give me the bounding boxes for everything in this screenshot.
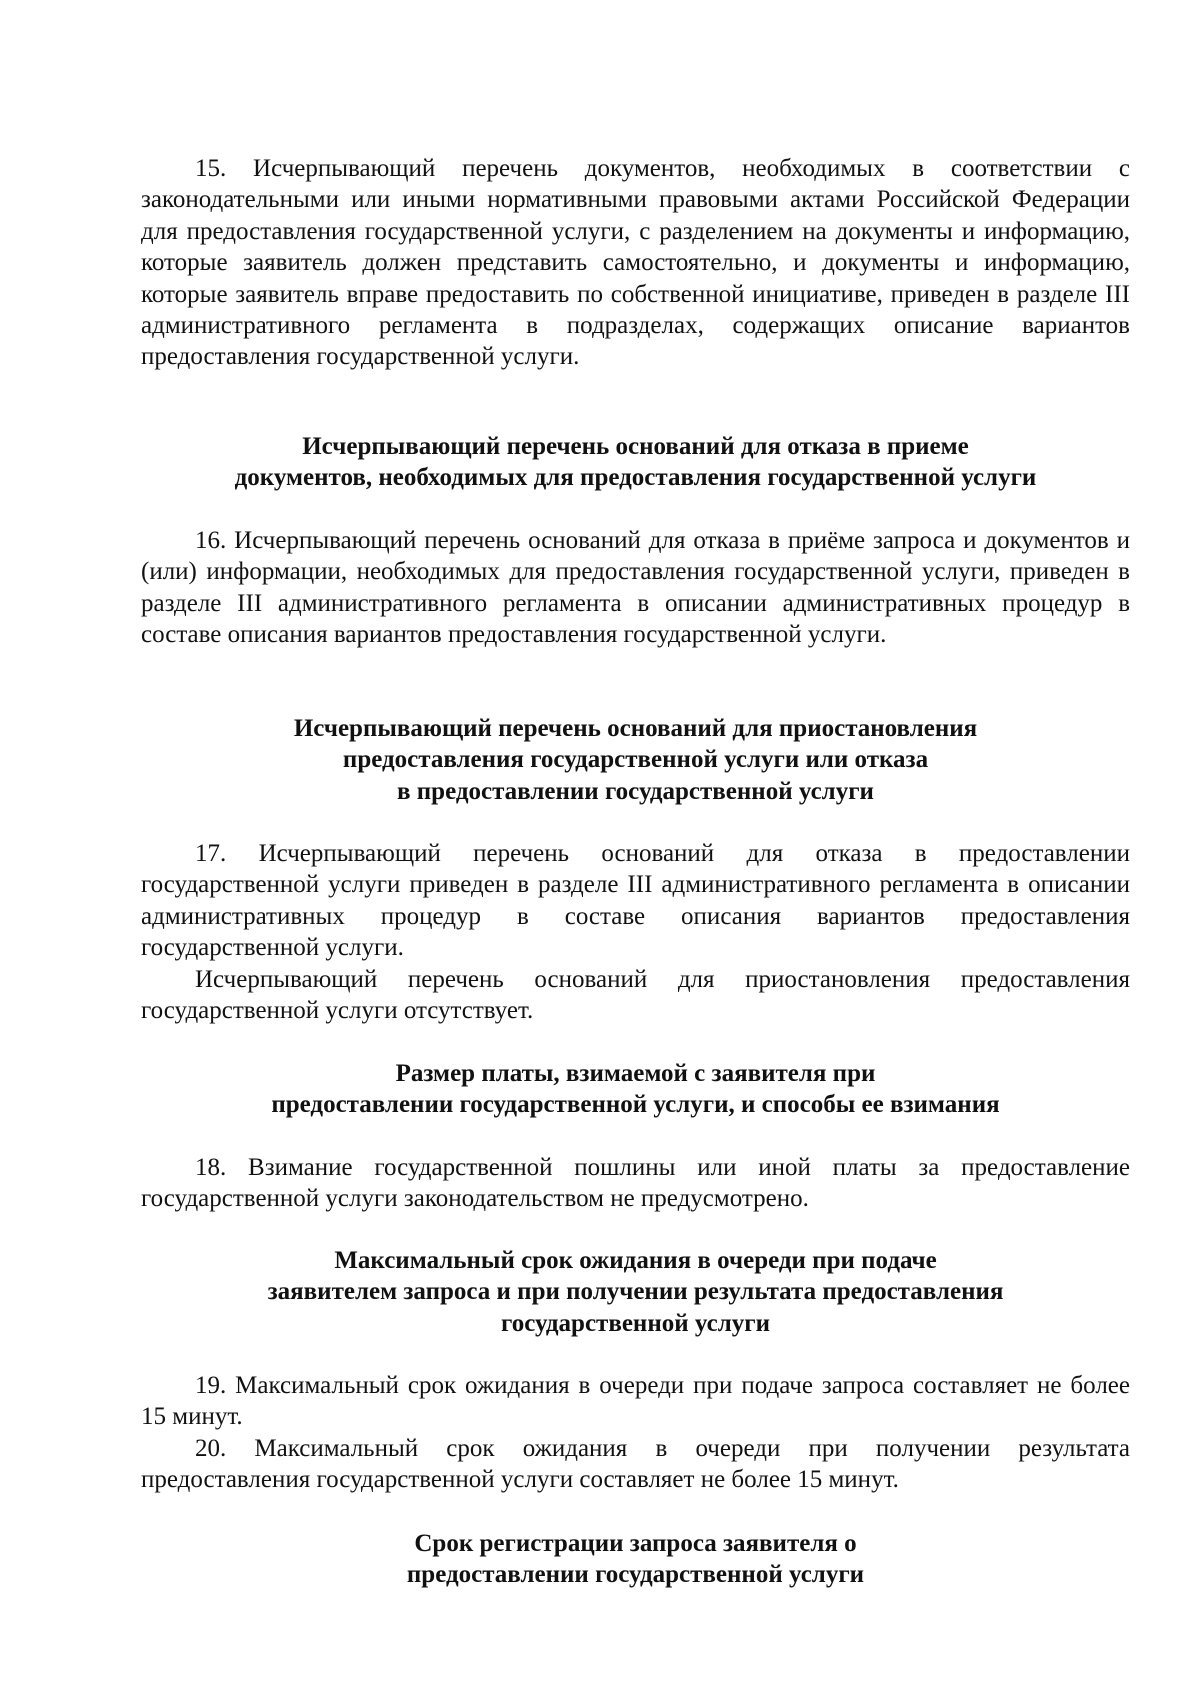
paragraph-15	[141, 153, 1130, 373]
heading-line: Максимальный срок ожидания в очереди при подаче	[334, 1247, 937, 1274]
paragraph-17	[141, 838, 1130, 1026]
paragraph-16-text: 16. Исчерпывающий перечень оснований для отказа в приёме запроса и документов и (или) информации, необходимых для предоставления государственной услуги, приведен в разделе III административного регламента в описании административных процедур в составе описания вариантов предоставления государственной услуги.	[141, 527, 1130, 649]
heading-line: Исчерпывающий перечень оснований для приостановления	[293, 715, 978, 742]
paragraph-15-text: 15. Исчерпывающий перечень документов, необходимых в соответствии с законодательными или иными нормативными правовыми актами Российской Федерации для предоставления государственной услуги, с разделением на документы и информацию, которые заявитель должен представить самостоятельно, и документы и информацию, которые заявитель вправе предоставить по собственной инициативе, приведен в разделе III административного регламента в подразделах, содержащих описание вариантов предоставления государственной услуги.	[141, 155, 1130, 371]
heading-suspension-refusal	[141, 713, 1130, 807]
paragraph-19-20	[141, 1370, 1130, 1496]
heading-line: государственной услуги	[500, 1309, 771, 1337]
heading-registration-term	[141, 1528, 1130, 1591]
paragraph-19-text: 19. Максимальный срок ожидания в очереди при подаче запроса составляет не более 15 минут.	[141, 1372, 1130, 1431]
heading-line: Размер платы, взимаемой с заявителя при	[395, 1060, 876, 1087]
paragraph-18-text: 18. Взимание государственной пошлины или иной платы за предоставление государственной услуги законодательством не предусмотрено.	[141, 1154, 1130, 1213]
heading-line: предоставления государственной услуги или отказа	[342, 746, 929, 774]
paragraph-16	[141, 525, 1130, 651]
paragraph-20-text: 20. Максимальный срок ожидания в очереди при получении результата предоставления государственной услуги составляет не более 15 минут.	[141, 1434, 1130, 1494]
heading-line: в предоставлении государственной услуги	[397, 777, 874, 805]
paragraph-17-text: 17. Исчерпывающий перечень оснований для отказа в предоставлении государственной услуги приведен в разделе III административного регламента в описании административных процедур в составе описания вариантов предоставления государственной услуги.	[141, 840, 1130, 962]
paragraph-18	[141, 1152, 1130, 1215]
heading-fee	[141, 1058, 1130, 1121]
heading-line: предоставлении государственной услуги	[406, 1561, 865, 1589]
heading-line: заявителем запроса и при получении результата предоставления	[267, 1278, 1004, 1306]
heading-line: документов, необходимых для предоставления государственной услуги	[234, 464, 1037, 492]
heading-refusal-reception	[141, 431, 1130, 494]
heading-line: Срок регистрации запроса заявителя о	[414, 1530, 857, 1557]
heading-waiting-time	[141, 1245, 1130, 1339]
heading-line: Исчерпывающий перечень оснований для отказа в приеме	[302, 433, 969, 460]
heading-line: предоставлении государственной услуги, и способы ее взимания	[271, 1091, 1000, 1119]
paragraph-17b-text: Исчерпывающий перечень оснований для приостановления предоставления государственной услуги отсутствует.	[141, 965, 1130, 1025]
